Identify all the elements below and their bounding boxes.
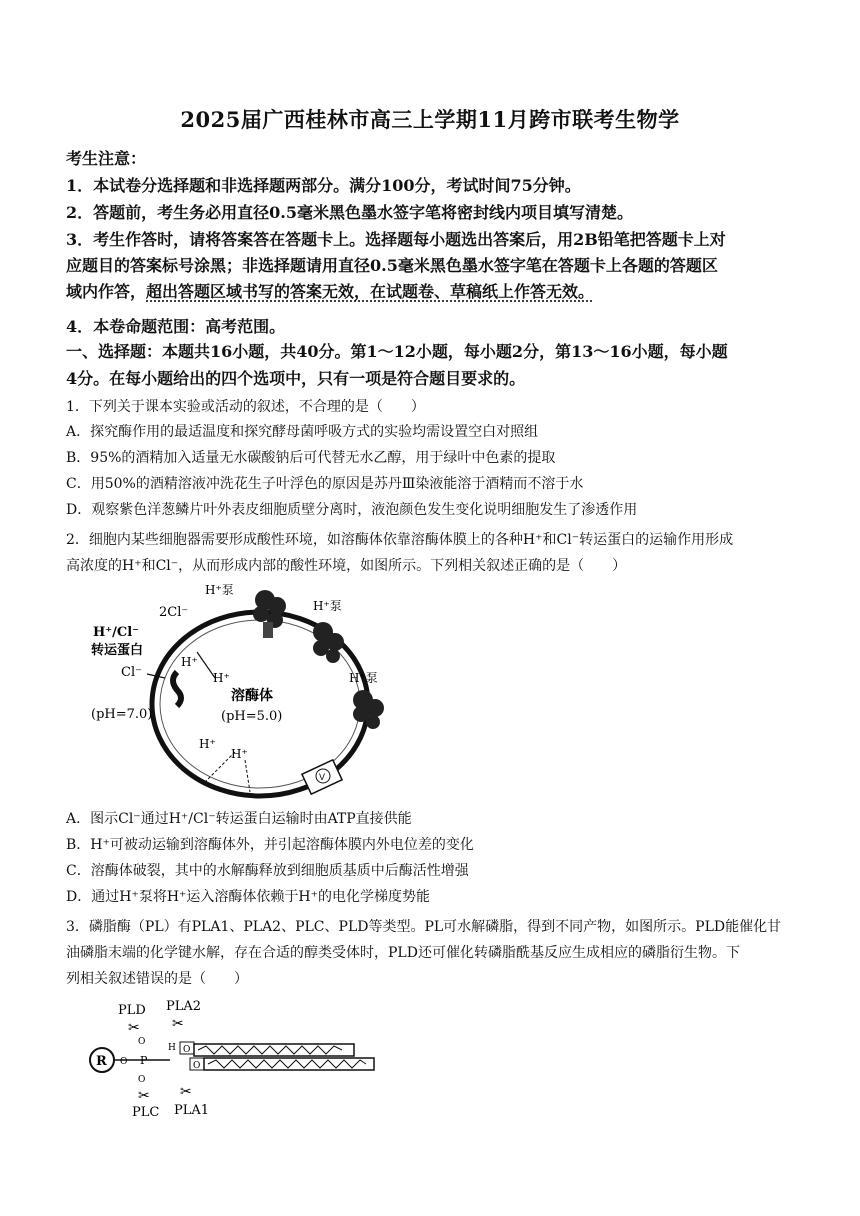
notice-item-1: 1．本试卷分选择题和非选择题两部分。满分100分，考试时间75分钟。 (66, 176, 581, 195)
v-channel-label: V (319, 772, 326, 782)
q1-option-b: B．95%的酒精加入适量无水碳酸钠后可代替无水乙醇，用于绿叶中色素的提取 (66, 450, 556, 466)
fig2-label-lysosome: 溶酶体 (231, 688, 273, 704)
fig2-label-transporter: 转运蛋白 (91, 643, 144, 658)
fig3-label-o4: O (183, 1045, 191, 1055)
q3-stem-3: 列相关叙述错误的是（ ） (66, 971, 248, 987)
notice-item-3-end-emph: 超出答题区域书写的答案无效，在试题卷、草稿纸上作答无效。 (146, 282, 595, 301)
fig2-label-h-3: H⁺ (199, 737, 216, 751)
section1-line2: 4分。在每小题给出的四个选项中，只有一项是符合题目要求的。 (66, 369, 526, 388)
q1-option-a: A．探究酶作用的最适温度和探究酵母菌呼吸方式的实验均需设置空白对照组 (66, 424, 539, 440)
notice-item-4: 4．本卷命题范围：高考范围。 (66, 317, 286, 336)
fig3-label-o3: O (138, 1075, 146, 1085)
notice-item-2: 2．答题前，考生务必用直径0.5毫米黑色墨水签字笔将密封线内项目填写清楚。 (66, 203, 633, 222)
cl-transporter-icon (173, 672, 181, 706)
fig3-label-o2: O (138, 1037, 146, 1047)
fig3-label-pld: PLD (118, 1003, 146, 1018)
q1-option-d: D．观察紫色洋葱鳞片叶外表皮细胞质壁分离时，液泡颜色发生变化说明细胞发生了渗透作用 (66, 502, 638, 518)
q3-stem-2: 油磷脂末端的化学键水解，存在合适的醇类受体时，PLD还可催化转磷脂酰基反应生成相应的磷脂衍生物。下 (66, 945, 740, 961)
fig2-label-hpump-2: H⁺泵 (313, 599, 342, 613)
fig3-label-h: H (168, 1043, 176, 1053)
fig3-label-o5: O (193, 1061, 201, 1071)
section1-line1: 一、选择题：本题共16小题，共40分。第1～12小题，每小题2分，第13～16小题，每小题 (66, 342, 728, 361)
scissors-pld-icon: ✂ (128, 1020, 140, 1036)
fig2-label-h-4: H⁺ (231, 747, 248, 761)
q2-option-d: D．通过H⁺泵将H⁺运入溶酶体依赖于H⁺的电化学梯度势能 (66, 889, 431, 905)
q2-option-c: C．溶酶体破裂，其中的水解酶释放到细胞质基质中后酶活性增强 (66, 863, 469, 879)
scissors-pla1-icon: ✂ (180, 1084, 192, 1100)
q2-stem-1: 2．细胞内某些细胞器需要形成酸性环境，如溶酶体依靠溶酶体膜上的各种H⁺和Cl⁻转运蛋白的运输作用形成 (66, 532, 734, 548)
fig2-label-h-2: H⁺ (213, 671, 230, 685)
fig3-label-plc: PLC (132, 1105, 160, 1120)
fig2-label-2cl: 2Cl⁻ (159, 605, 189, 620)
fig3-label-pla2: PLA2 (166, 1000, 202, 1014)
fig2-label-ph-outside: (pH=7.0) (91, 707, 153, 722)
page-title: 2025届广西桂林市高三上学期11月跨市联考生物学 (180, 107, 680, 132)
q3-stem-1: 3．磷脂酶（PL）有PLA1、PLA2、PLC、PLD等类型。PL可水解磷脂，得到不同产物，如图所示。PLD能催化甘 (66, 919, 782, 935)
q2-option-a: A．图示Cl⁻通过H⁺/Cl⁻转运蛋白运输时由ATP直接供能 (66, 811, 412, 827)
fig2-label-cl: Cl⁻ (121, 665, 142, 680)
notice-item-3-cont: 应题目的答案标号涂黑；非选择题请用直径0.5毫米黑色墨水签字笔在答题卡上各题的答题区 (66, 256, 718, 275)
notice-heading: 考生注意： (66, 149, 147, 168)
q2-option-b: B．H⁺可被动运输到溶酶体外，并引起溶酶体膜内外电位差的变化 (66, 837, 474, 853)
q2-stem-2: 高浓度的H⁺和Cl⁻，从而形成内部的酸性环境，如图所示。下列相关叙述正确的是（ ） (66, 558, 627, 574)
notice-item-3-end-a: 域内作答， (66, 282, 147, 301)
fig3-label-r: R (96, 1054, 107, 1069)
lysosome-figure (85, 582, 415, 802)
scissors-plc-icon: ✂ (138, 1088, 150, 1104)
fig2-label-h-1: H⁺ (181, 655, 198, 669)
h-pump-right-icon (313, 622, 344, 663)
fig2-label-hpump-3: H⁺泵 (349, 671, 378, 685)
q1-stem: 1．下列关于课本实验或活动的叙述，不合理的是（ ） (66, 399, 425, 415)
fig3-label-pla1: PLA1 (174, 1103, 210, 1118)
fig2-label-hcl: H⁺/Cl⁻ (93, 625, 140, 640)
notice-item-3-end (66, 279, 796, 302)
fig2-label-hpump-1: H⁺泵 (205, 583, 234, 597)
phospholipid-figure (80, 1000, 380, 1120)
fig2-label-ph-inside: (pH=5.0) (221, 709, 283, 724)
q1-option-c: C．用50%的酒精溶液冲洗花生子叶浮色的原因是苏丹Ⅲ染液能溶于酒精而不溶于水 (66, 476, 584, 492)
fig3-label-o1: O (120, 1057, 128, 1067)
notice-item-3: 3．考生作答时，请将答案答在答题卡上。选择题每小题选出答案后，用2B铅笔把答题卡上对 (66, 230, 726, 249)
fig3-label-p: P (140, 1054, 148, 1067)
scissors-pla2-icon: ✂ (172, 1016, 184, 1032)
